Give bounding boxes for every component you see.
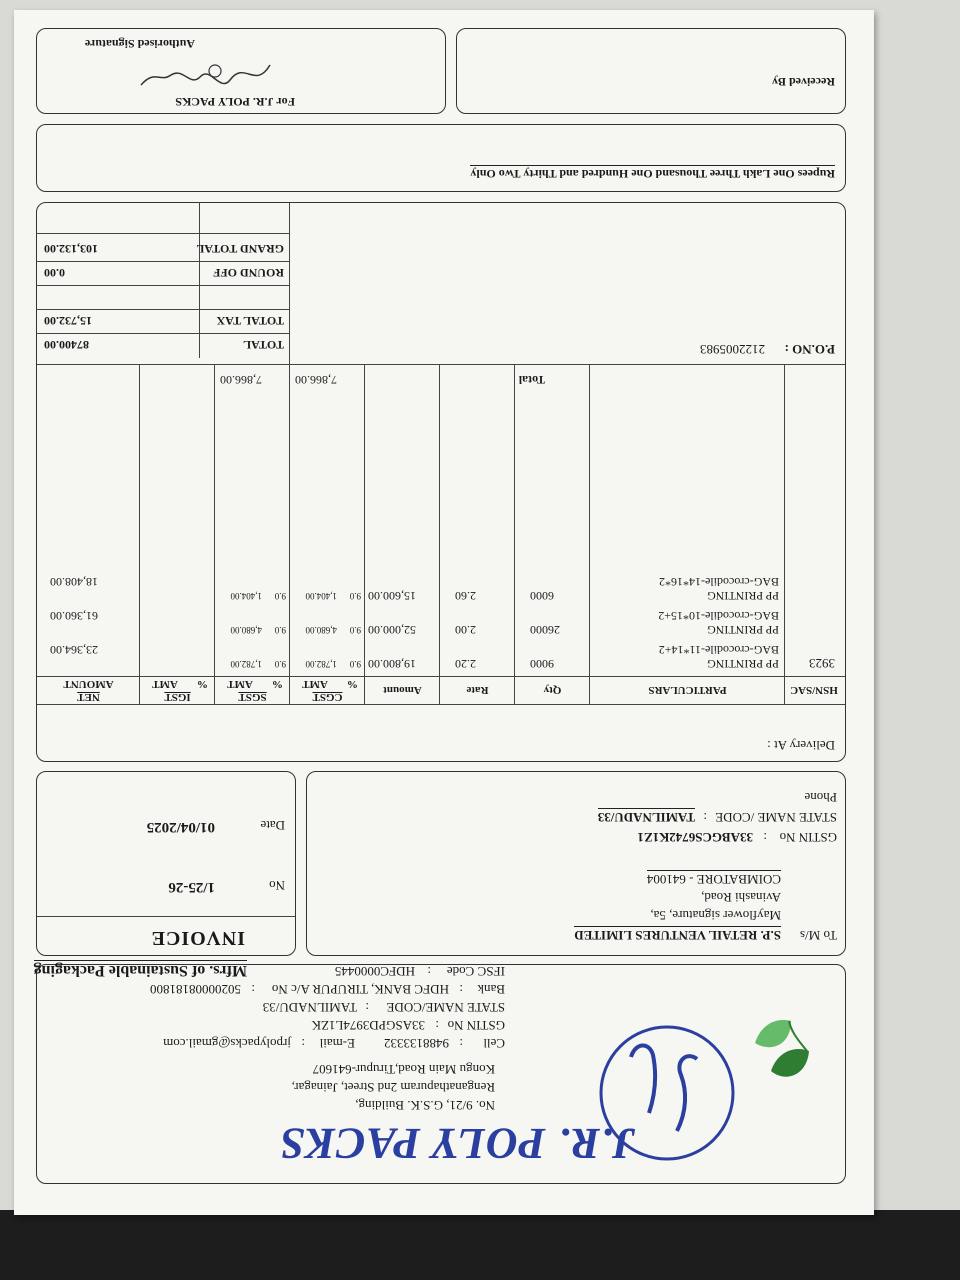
row-3-cgst-amt: 1,404.00 — [305, 591, 337, 601]
igst-pct-header: % — [197, 678, 208, 690]
signature-box — [36, 28, 446, 114]
bank-account: 50200008181800 — [150, 982, 241, 997]
company-address-line-3: Kongu Main Road,Tirupur-641607 — [312, 1062, 495, 1077]
email-label: E-mail — [319, 1036, 355, 1051]
phone-label: Phone — [804, 790, 837, 805]
summary-block — [36, 202, 290, 358]
net-amount-header: AMOUNT — [63, 678, 114, 690]
total-tax-label: TOTAL TAX — [216, 314, 284, 328]
delivery-label: Delivery At : — [767, 738, 835, 753]
po-number: 2122005983 — [700, 342, 765, 357]
round-off-value: 0.00 — [44, 266, 65, 280]
row-3-line-2: BAG-crocodile-14*16*2 — [659, 575, 779, 589]
customer-gstin-label: GSTIN No — [779, 830, 837, 845]
row-1-qty: 9000 — [530, 657, 554, 671]
cgst-total: 7,866.00 — [295, 373, 337, 387]
rate-header: Rate — [466, 684, 489, 696]
invoice-title: INVOICE — [150, 927, 245, 949]
invoice-paper — [14, 10, 874, 1215]
row-1-amount: 19,800.00 — [368, 657, 416, 671]
company-state-label: STATE NAME/CODE — [386, 1000, 505, 1015]
company-header: J.R. POLY PACKS No. 9/21, G.S.K. Building, Renganathapuram 2nd Street, Jainagar, Kongu Main Road,Tirupur-641607 Cell : 9488133332 E-mail : jrpolypacks@gmail.com GSTIN No : 33ASGPD3974L1ZK STATE NAME/CODE : TAMILNADU/33 Bank : HDFC BANK, TIRUPUR A/c No : 50200008181800 IFSC Code : HDFC0000445 Mfrs. of Sustainable Packaging — [36, 964, 846, 1184]
po-label: P.O.NO : — [784, 342, 835, 357]
row-1-rate: 2.20 — [455, 657, 476, 671]
authorised-signature-label: Authorised Signature — [84, 37, 195, 51]
customer-box: To M/s S.P. RETAIL VENTURES LIMITED Mayflower signature, 5a, Avinashi Road, COIMBATORE - 641004 GSTIN No : 33ABGCS6742K1Z1 STATE NAME /CODE : TAMILNADU/33 Phone — [306, 771, 846, 956]
row-3-cgst-pct: 9.0 — [349, 591, 361, 601]
total-tax-value: 15,732.00 — [44, 314, 92, 328]
customer-state-label: STATE NAME /CODE — [715, 810, 837, 825]
received-by-label: Received By — [772, 75, 835, 89]
amount-in-words: Rupees One Lakh Three Thousand One Hundred and Thirty Two Only — [470, 167, 835, 181]
row-1-cgst-pct: 9.0 — [349, 659, 361, 669]
company-name: J.R. POLY PACKS — [279, 1119, 635, 1168]
bank-label: Bank — [477, 982, 505, 997]
company-gstin: 33ASGPD3974L1ZK — [311, 1018, 425, 1033]
row-2-sgst-amt: 4,680.00 — [230, 625, 262, 635]
customer-line-2: Avinashi Road, — [701, 890, 781, 905]
grand-total-value: 103,132.00 — [44, 242, 98, 256]
row-2-cgst-pct: 9.0 — [349, 625, 361, 635]
invoice-date: 01/04/2025 — [146, 819, 215, 835]
company-address-line-1: No. 9/21, G.S.K. Building, — [355, 1098, 495, 1113]
to-label: To M/s — [799, 928, 837, 943]
row-1-sgst-amt: 1,782.00 — [230, 659, 262, 669]
row-3-net: 18,408.00 — [50, 575, 98, 589]
row-3-sgst-pct: 9.0 — [274, 591, 286, 601]
invoice-sheet — [14, 9, 874, 1214]
row-2-line-1: PP PRINTING — [707, 623, 779, 637]
company-email: jrpolypacks@gmail.com — [163, 1036, 291, 1051]
handwritten-signature — [135, 55, 275, 95]
row-1-line-2: BAG-crocodile-11*14+2 — [658, 643, 779, 657]
invoice-number: 1/25-26 — [168, 879, 215, 895]
customer-line-1: Mayflower signature, 5a, — [650, 908, 781, 923]
company-state: TAMILNADU/33 — [262, 1000, 357, 1015]
sgst-total: 7,866.00 — [220, 373, 262, 387]
sgst-header: SGST — [238, 691, 267, 703]
cell-label: Cell — [483, 1036, 505, 1051]
received-by-box — [456, 28, 846, 114]
row-1-line-1: PP PRINTING — [707, 657, 779, 671]
customer-state: TAMILNADU/33 — [597, 810, 695, 825]
row-3-line-1: PP PRINTING — [707, 589, 779, 603]
table-surface — [0, 1210, 960, 1280]
igst-header: IGST — [164, 691, 191, 703]
for-company-label: For J.R. POLY PACKS — [175, 95, 295, 109]
customer-line-3: COIMBATORE - 641004 — [646, 872, 781, 887]
invoice-no-label: No — [269, 878, 285, 893]
grand-total-label: GRAND TOTAL — [196, 242, 284, 256]
row-2-rate: 2.00 — [455, 623, 476, 637]
row-2-net: 61,360.00 — [50, 609, 98, 623]
row-1-sgst-pct: 9.0 — [274, 659, 286, 669]
qty-header: Qty — [543, 684, 562, 696]
amount-words-box — [36, 124, 846, 192]
company-tagline: Mfrs. of Sustainable Packaging — [33, 962, 247, 979]
row-2-amount: 52,000.00 — [368, 623, 416, 637]
net-header: NET — [77, 691, 100, 703]
cgst-amt-header: AMT — [302, 678, 328, 690]
company-address-line-2: Renganathapuram 2nd Street, Jainagar, — [291, 1080, 495, 1095]
row-2-line-2: BAG-crocodile-10*15+2 — [658, 609, 779, 623]
company-gstin-label: GSTIN No — [447, 1018, 505, 1033]
amount-header: Amount — [383, 684, 422, 696]
row-3-amount: 15,600.00 — [368, 589, 416, 603]
total-row-label: Total — [518, 373, 545, 387]
total-label: TOTAL — [243, 338, 284, 352]
invoice-date-label: Date — [260, 818, 285, 833]
total-value: 87400.00 — [44, 338, 89, 352]
row-2-sgst-pct: 9.0 — [274, 625, 286, 635]
customer-name: S.P. RETAIL VENTURES LIMITED — [574, 928, 781, 943]
cell-number: 9488133332 — [384, 1036, 449, 1051]
row-1-net: 23,364.00 — [50, 643, 98, 657]
row-1-cgst-amt: 1,782.00 — [305, 659, 337, 669]
row-2-qty: 26000 — [530, 623, 560, 637]
row-2-cgst-amt: 4,680.00 — [305, 625, 337, 635]
invoice-box — [36, 771, 296, 956]
row-3-sgst-amt: 1,404.00 — [230, 591, 262, 601]
ifsc-code: HDFC0000445 — [334, 964, 415, 979]
round-off-label: ROUND OFF — [213, 266, 284, 280]
hsn-header: HSN/SAC — [790, 684, 838, 696]
particulars-header: PARTICULARS — [648, 684, 727, 696]
row-3-qty: 6000 — [530, 589, 554, 603]
row-3-rate: 2.60 — [455, 589, 476, 603]
igst-amt-header: AMT — [152, 678, 178, 690]
cgst-header: CGST — [312, 691, 343, 703]
sgst-amt-header: AMT — [227, 678, 253, 690]
hsn-code: 3923 — [809, 656, 835, 671]
bank-name: HDFC BANK, TIRUPUR A/c No — [271, 982, 449, 997]
sgst-pct-header: % — [272, 678, 283, 690]
customer-gstin: 33ABGCS6742K1Z1 — [637, 830, 753, 845]
ifsc-label: IFSC Code — [446, 964, 505, 979]
cgst-pct-header: % — [347, 678, 358, 690]
